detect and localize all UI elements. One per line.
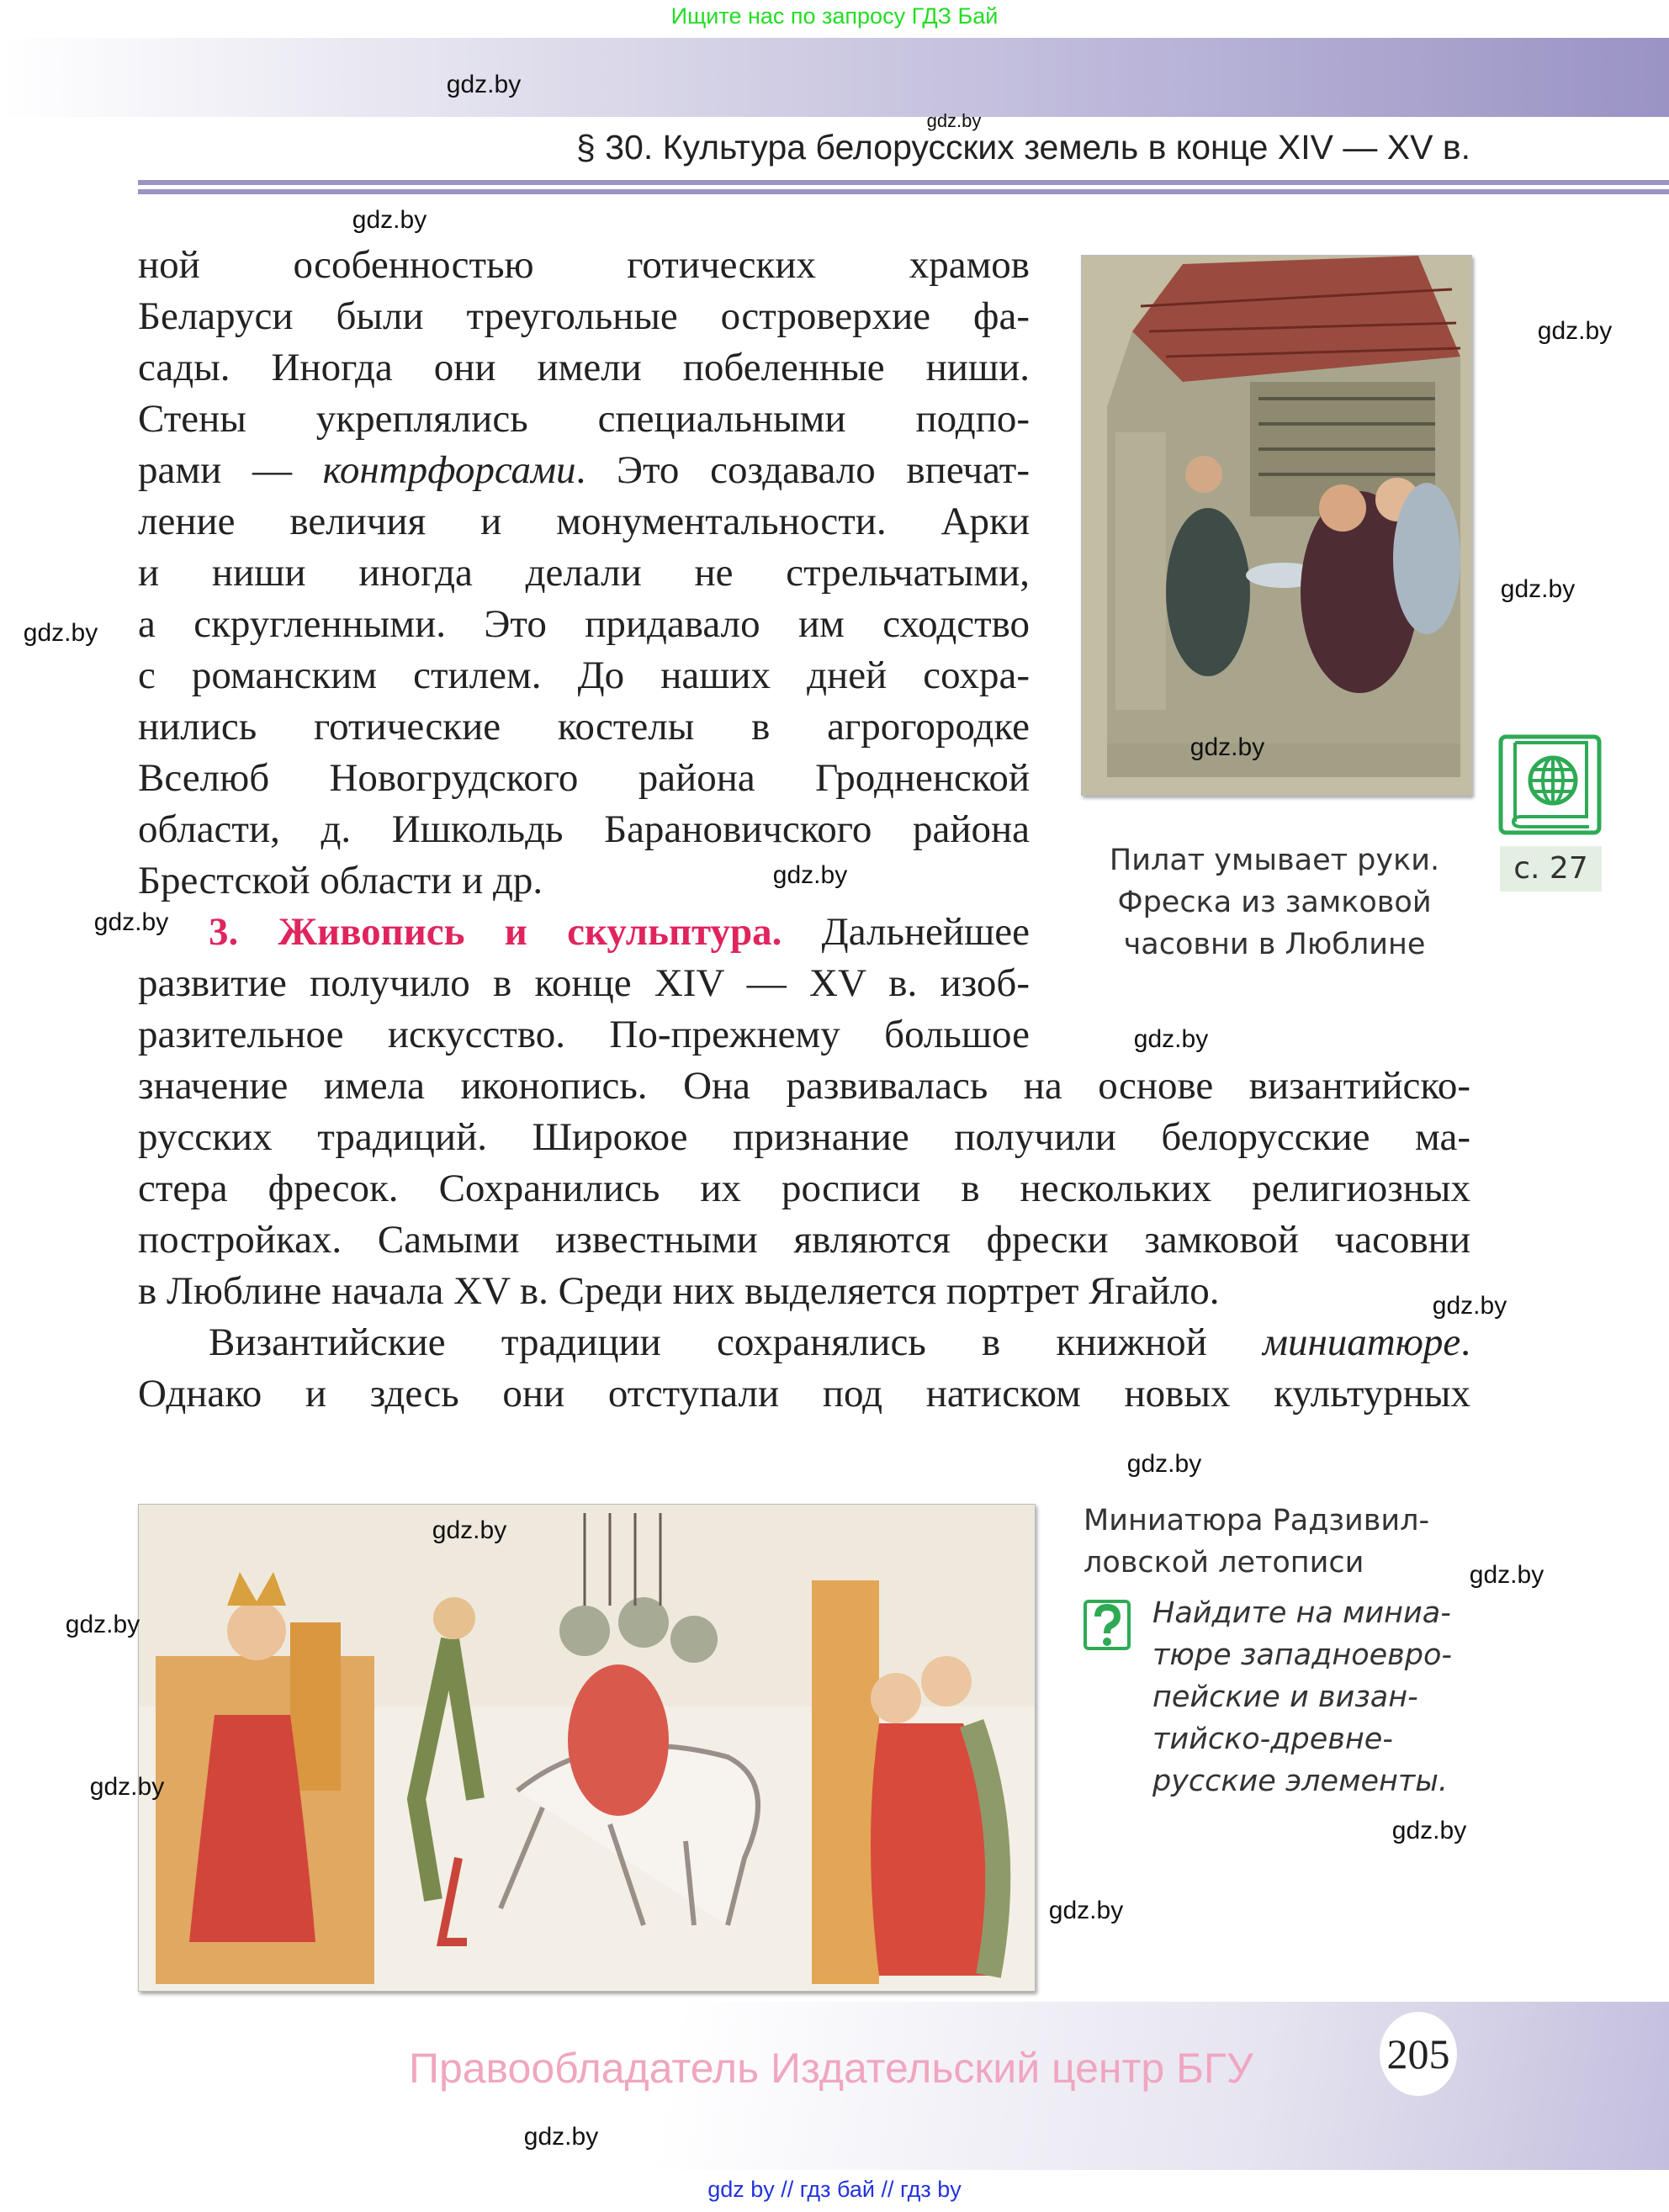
question-line: тюре западноевро- — [1152, 1638, 1453, 1672]
text-line: Беларуси были треугольные островерхие фа- — [138, 294, 1030, 338]
text: рами — — [138, 448, 323, 492]
watermark: gdz.by — [1048, 1897, 1124, 1924]
question-line: тийско-древне- — [1152, 1723, 1393, 1756]
text-line: с романским стилем. До наших дней сохра- — [138, 654, 1030, 697]
watermark: gdz.by — [1469, 1561, 1544, 1589]
text-line: стера фресок. Сохранились их росписи в нескольких религиозных — [138, 1167, 1470, 1210]
text-line: Брестской области и др. — [138, 859, 543, 902]
watermark: gdz.by — [93, 908, 169, 936]
copyright-notice: Правообладатель Издательский центр БГУ — [409, 2045, 1253, 2092]
fresco-image — [1081, 255, 1472, 796]
caption-line: Пилат умывает руки. — [1109, 844, 1440, 877]
text-line — [138, 445, 1030, 496]
text-line: ной особенностью готических храмов — [138, 243, 1030, 287]
text-line — [209, 1317, 1470, 1368]
text: . Это создавало впечат- — [575, 448, 1030, 492]
text-line: и ниши иногда делали не стрельчатыми, — [138, 551, 1030, 595]
caption-line: часовни в Люблине — [1123, 928, 1426, 961]
fresco-caption — [1085, 839, 1464, 966]
watermark: gdz.by — [926, 110, 982, 131]
text-line: русских традиций. Широкое признание получили белорусские ма- — [138, 1115, 1470, 1159]
text-line: постройках. Самыми известными являются фрески замковой часовни — [138, 1218, 1470, 1262]
text-line: а скругленными. Это придавало им сходство — [138, 602, 1030, 646]
watermark: gdz.by — [1391, 1817, 1467, 1844]
text-line: развитие получило в конце XIV — XV в. изоб- — [138, 961, 1030, 1005]
globe-book-icon[interactable] — [1498, 734, 1602, 835]
text-line: ление величия и монументальности. Арки — [138, 500, 1030, 543]
watermark: gdz.by — [1133, 1025, 1209, 1053]
caption-line: ловской летописи — [1084, 1546, 1364, 1580]
section-heading: 3. Живопись и скульптура. — [209, 910, 782, 954]
question-text — [1152, 1592, 1506, 1802]
question-line: русские элементы. — [1152, 1765, 1449, 1798]
text-line: Вселюб Новогрудского района Гродненской — [138, 756, 1030, 800]
caption-line: Фреска из замковой — [1117, 886, 1432, 919]
text-line: нились готические костелы в агрогородке — [138, 705, 1030, 749]
watermark: gdz.by — [1126, 1450, 1202, 1478]
watermark: gdz.by — [1189, 733, 1265, 761]
miniature-image — [138, 1504, 1036, 1992]
term-kontrforsy: контрфорсами — [322, 448, 576, 492]
text-line: сады. Иногда они имели побеленные ниши. — [138, 346, 1030, 389]
watermark: gdz.by — [65, 1611, 140, 1638]
term-miniature: миниатюре — [1262, 1320, 1461, 1364]
caption-line: Миниатюра Радзивил- — [1084, 1504, 1430, 1537]
text: Византийские традиции сохранялись в книжной — [209, 1320, 1263, 1364]
header-rule — [138, 189, 1669, 194]
watermark: gdz.by — [23, 619, 98, 647]
text: . — [1460, 1320, 1470, 1364]
text-line: Однако и здесь они отступали под натиском новых культурных — [138, 1372, 1470, 1416]
watermark: gdz.by — [352, 206, 427, 234]
header-band — [0, 38, 1669, 117]
miniature-caption — [1084, 1500, 1504, 1584]
watermark: gdz.by — [1432, 1292, 1507, 1320]
question-icon — [1084, 1600, 1131, 1650]
section-heading-line — [209, 907, 1030, 958]
watermark: gdz.by — [523, 2123, 599, 2151]
watermark: gdz.by — [432, 1516, 507, 1544]
text-line: области, д. Ишкольдь Барановичского района — [138, 807, 1030, 851]
header-rule — [138, 180, 1669, 185]
text-line: разительное искусство. По-прежнему большое — [138, 1013, 1030, 1056]
text-line: значение имела иконопись. Она развивалась на основе византийско- — [138, 1064, 1470, 1108]
text-line: в Люблине начала XV в. Среди них выделяется портрет Ягайло. — [138, 1269, 1220, 1313]
page-title: § 30. Культура белорусских земель в конце XIV — XV в. — [576, 128, 1470, 167]
text: Дальнейшее — [782, 910, 1030, 954]
question-line: пейские и визан- — [1152, 1680, 1418, 1714]
watermark: gdz.by — [1537, 317, 1613, 345]
text-line: Стены укреплялись специальными подпо- — [138, 397, 1030, 441]
question-line: Найдите на миниа- — [1152, 1596, 1451, 1630]
page-reference[interactable]: с. 27 — [1500, 846, 1602, 892]
footer-links[interactable]: gdz by // гдз бай // гдз by — [707, 2177, 962, 2202]
page-number: 205 — [1380, 2012, 1457, 2096]
top-note: Ищите нас по запросу ГДЗ Бай — [670, 3, 999, 29]
watermark: gdz.by — [772, 861, 848, 889]
watermark: gdz.by — [1500, 575, 1576, 603]
watermark: gdz.by — [89, 1773, 165, 1801]
watermark: gdz.by — [446, 71, 522, 98]
